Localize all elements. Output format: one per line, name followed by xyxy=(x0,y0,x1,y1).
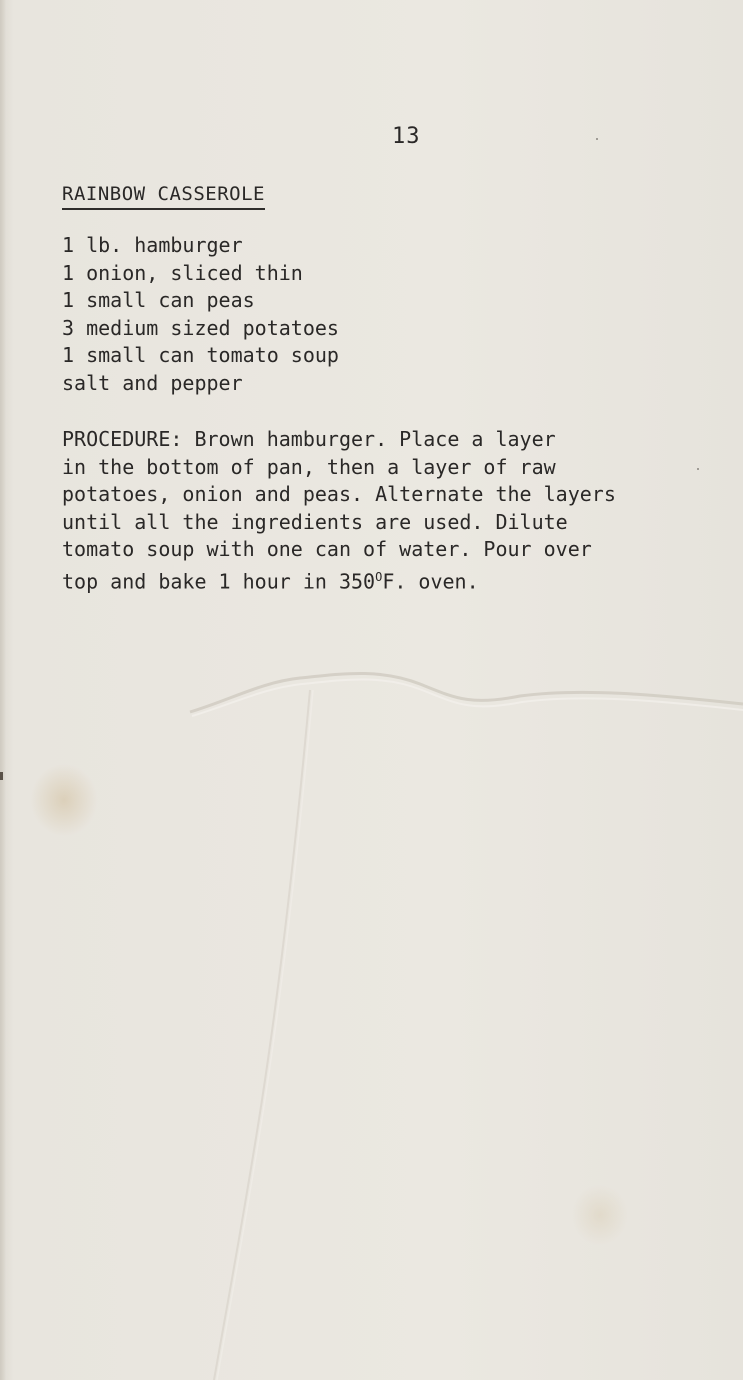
ingredient-item: salt and pepper xyxy=(62,370,243,395)
procedure-line: in the bottom of pan, then a layer of raw xyxy=(62,454,556,479)
procedure-text xyxy=(62,426,616,596)
ingredient-item: 1 onion, sliced thin xyxy=(62,260,303,285)
procedure-line: potatoes, onion and peas. Alternate the layers xyxy=(62,482,616,506)
speck xyxy=(697,468,699,470)
procedure-line-start: top and bake 1 hour in 350 xyxy=(62,569,376,594)
paper-edge-shadow xyxy=(0,0,6,1380)
ingredient-item: 3 medium sized potatoes xyxy=(62,315,339,340)
ingredient-item: 1 small can tomato soup xyxy=(62,343,339,367)
ingredient-item: 1 lb. hamburger xyxy=(62,233,243,257)
procedure-line: PROCEDURE: Brown hamburger. Place a layer xyxy=(62,427,556,451)
degree-symbol: O xyxy=(375,569,383,584)
recipe-title: RAINBOW CASSEROLE xyxy=(62,183,265,210)
procedure-line: tomato soup with one can of water. Pour over xyxy=(62,537,592,561)
procedure-line-last xyxy=(62,564,616,596)
ingredient-list xyxy=(62,232,339,397)
ingredient-item: 1 small can peas xyxy=(62,288,255,312)
procedure-line-end: F. oven. xyxy=(382,569,479,594)
procedure-line: until all the ingredients are used. Dilute xyxy=(62,509,568,534)
speck xyxy=(596,138,598,140)
page-number: 13 xyxy=(392,124,421,149)
edge-mark xyxy=(0,772,3,780)
